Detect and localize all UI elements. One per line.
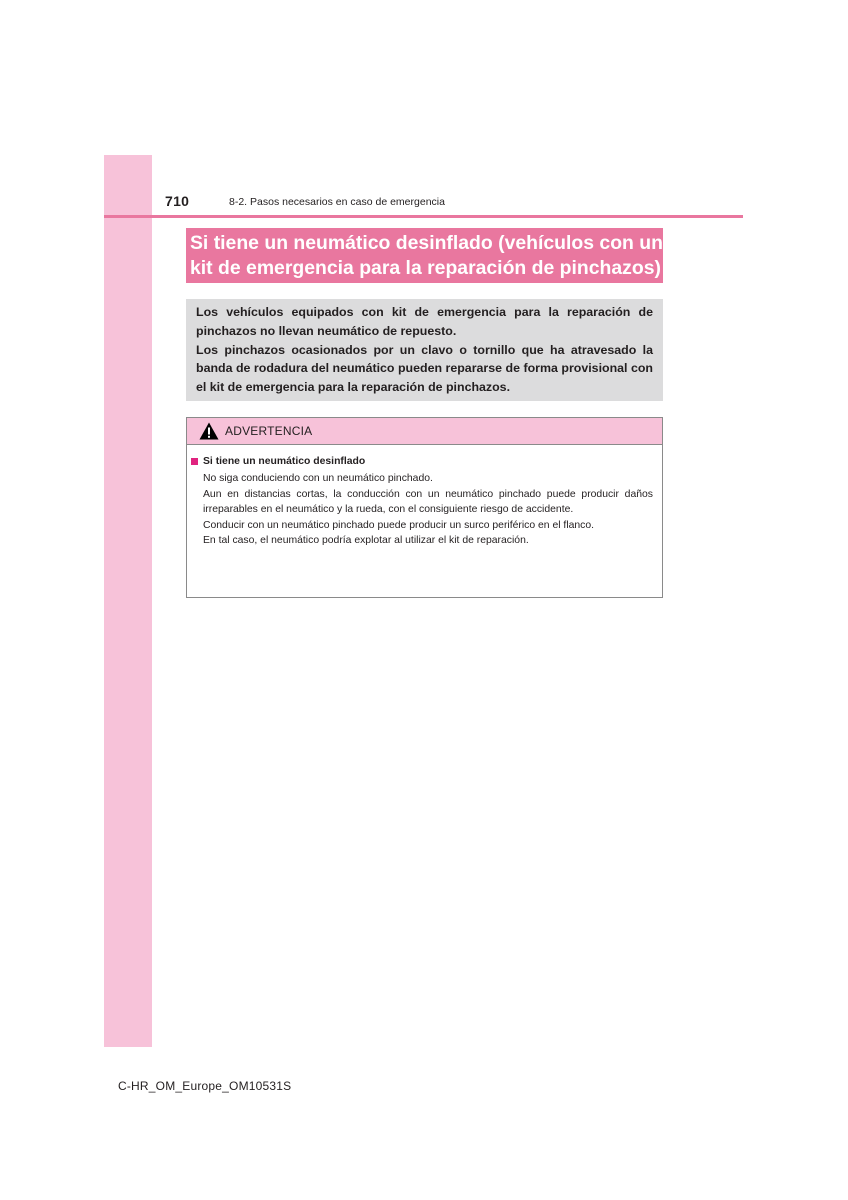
square-bullet-icon — [191, 458, 198, 465]
section-title-box — [186, 228, 663, 283]
page-number: 710 — [165, 193, 190, 209]
warning-triangle-icon — [199, 422, 219, 440]
side-color-band — [104, 155, 152, 1047]
warning-box — [186, 417, 663, 598]
warning-subheading — [191, 456, 653, 467]
warning-paragraph: Conducir con un neumático pinchado puede producir un surco periférico en el flanco. — [203, 519, 595, 531]
warning-subheading-text: Si tiene un neumático desinflado — [203, 456, 366, 467]
section-breadcrumb: 8-2. Pasos necesarios en caso de emergencia — [229, 196, 445, 208]
section-title-line-1: Si tiene un neumático desinflado (vehículos con un — [190, 232, 663, 254]
warning-header — [187, 418, 662, 445]
header-divider — [104, 215, 743, 218]
document-code: C-HR_OM_Europe_OM10531S — [118, 1079, 292, 1093]
warning-body — [187, 445, 662, 549]
intro-paragraph-1: Los vehículos equipados con kit de emergencia para la reparación de pinchazos no llevan neumático de repuesto. — [196, 305, 653, 338]
intro-paragraph-2: Los pinchazos ocasionados por un clavo o tornillo que ha atravesado la banda de rodadura del neumático pueden repararse de forma provisional con el kit de emergencia para la reparación de pinchazos. — [196, 342, 653, 395]
warning-paragraph: No siga conduciendo con un neumático pinchado. — [203, 473, 433, 484]
intro-summary-box — [186, 299, 663, 401]
warning-paragraph: En tal caso, el neumático podría explotar al utilizar el kit de reparación. — [203, 535, 529, 547]
warning-text — [203, 471, 653, 549]
warning-paragraph: Aun en distancias cortas, la conducción con un neumático pinchado puede producir daños irreparables en el neumático y la rueda, con el consiguiente riesgo de accidente. — [203, 488, 653, 516]
warning-title: ADVERTENCIA — [225, 424, 313, 438]
section-title-line-2: kit de emergencia para la reparación de pinchazos) — [190, 257, 661, 279]
